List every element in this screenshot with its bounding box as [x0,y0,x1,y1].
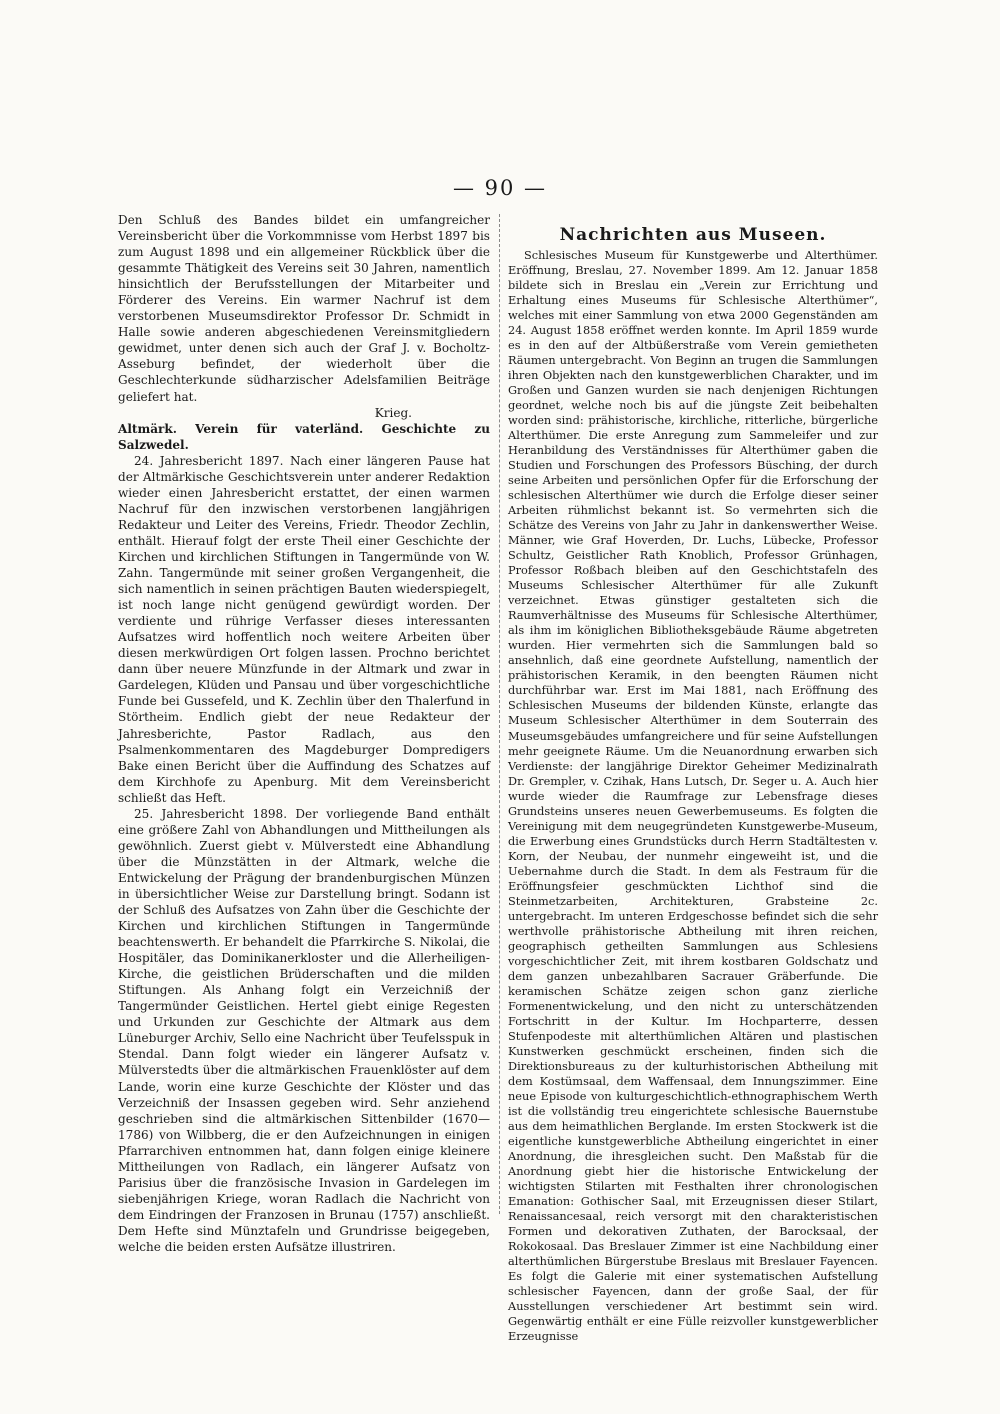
paragraph-jahresbericht-1897: 24. Jahresbericht 1897. Nach einer längeren Pause hat der Altmärkische Geschichtsverein unter anderer Redaktion wieder einen Jahresbericht erstattet, der einen warmen Nachruf für den inzwischen verstorbenen langjährigen Redakteur und Leiter des Vereins, Friedr. Theodor Zechlin, enthält. Hierauf folgt der erste Theil einer Geschichte der Kirchen und kirchlichen Stiftungen in Tangermünde von W. Zahn. Tangermünde mit seiner großen Vergangenheit, die sich namentlich in seinen prächtigen Bauten wiederspiegelt, ist noch lange nicht genügend gewürdigt worden. Der verdiente und rührige Verfasser dieses interessanten Aufsatzes wird hoffentlich noch weitere Arbeiten über diesen merkwürdigen Ort folgen lassen. Prochno berichtet dann über neuere Münzfunde in der Altmark und zwar in Gardelegen, Klüden und Pansau und über vorgeschichtliche Funde bei Gussefeld, und K. Zechlin über den Thalerfund in Störtheim. Endlich giebt der neue Redakteur der Jahresberichte, Pastor Radlach, aus den Psalmenkommentaren des Magdeburger Dompredigers Bake einen Bericht über die Auffindung des Schatzes auf dem Kirchhofe zu Apenburg. Mit dem Vereinsbericht schließt das Heft. [118,453,490,805]
column-divider [499,214,500,1214]
page-number: — 90 — [452,176,548,200]
left-column [118,212,490,1255]
paragraph-schlesisches-museum: Schlesisches Museum für Kunstgewerbe und Alterthümer. Eröffnung, Breslau, 27. November 1899. Am 12. Januar 1858 bildete sich in Breslau ein „Verein zur Errichtung und Erhaltung eines Museums für Schlesische Alterthümer“, welches mit einer Sammlung von etwa 2000 Gegenständen am 24. August 1858 eröffnet werden konnte. Im April 1859 wurde es in den auf der Altbüßerstraße vom Verein gemietheten Räumen untergebracht. Von Beginn an trugen die Sammlungen ihren Objekten nach den kunstgewerblichen Charakter, und im Großen und Ganzen wurden sie nach denjenigen Richtungen geordnet, welche noch bis auf die jüngste Zeit beibehalten worden sind: prähistorische, kirchliche, ritterliche, bürgerliche Alterthümer. Die erste Anregung zum Sammeleifer und zur Heranbildung des Verständnisses für Alterthümer gaben die Studien und Forschungen des Professors Büsching, der durch seine Arbeiten und persönlichen Opfer für die Erforschung der schlesischen Alterthümer wie durch die Erfolge dieser seiner Arbeiten rühmlichst bekannt ist. So vermehrten sich die Schätze des Vereins von Jahr zu Jahr in dankenswerther Weise. Männer, wie Graf Hoverden, Dr. Luchs, Lübecke, Professor Schultz, Geistlicher Rath Knoblich, Professor Grünhagen, Professor Roßbach bleiben auf den Geschichtstafeln des Museums Schlesischer Alterthümer für alle Zukunft verzeichnet. Etwas günstiger gestalteten sich die Raumverhältnisse des Museums für Schlesische Alterthümer, als ihm im königlichen Bibliotheksgebäude Räume abgetreten wurden. Hier vermehrten sich die Sammlungen bald so ansehnlich, daß eine geordnete Aufstellung, namentlich der prähistorischen Keramik, in den beengten Räumen nicht durchführbar war. Erst im Mai 1881, nach Eröffnung des Schlesischen Museums der bildenden Künste, erlangte das Museum Schlesischer Alterthümer in dem Souterrain des Museumsgebäudes umfangreichere und für seine Aufstellungen mehr geeignete Räume. Um die Neuanordnung erwarben sich Verdienste: der langjährige Direktor Geheimer Medizinalrath Dr. Grempler, v. Czihak, Hans Lutsch, Dr. Seger u. A. Auch hier wurde wieder die Raumfrage zur Lebensfrage dieses Grundsteins unseres neuen Gewerbemuseums. Es folgten die Vereinigung mit dem neugegründeten Kunstgewerbe-Museum, die Erwerbung eines Grundstücks durch Herrn Stadtältesten v. Korn, der Neubau, der nunmehr eingeweiht ist, und die Uebernahme durch die Stadt. In dem als Festraum für die Eröffnungsfeier geschmückten Lichthof sind die Steinmetzarbeiten, Architekturen, Grabsteine 2c. untergebracht. Im unteren Erdgeschosse befindet sich die sehr werthvolle prähistorische Abtheilung mit ihren reichen, geographisch getheilten Sammlungen aus Schlesiens vorgeschichtlicher Zeit, mit ihrem kostbaren Goldschatz und dem ganzen unbezahlbaren Sacrauer Gräberfunde. Die keramischen Schätze zeigen schon ganz zierliche Formenentwickelung, und den nicht zu unterschätzenden Fortschritt in der Kultur. Im Hochparterre, dessen Stufenpodeste mit alterthümlichen Altären und plastischen Kunstwerken geschmückt erscheinen, finden sich die Direktionsbureaus zu der kulturhistorischen Abtheilung mit dem Kostümsaal, dem Waffensaal, dem Innungszimmer. Eine neue Episode von kulturgeschichtlich-ethnographischem Werth ist die vollständig treu eingerichtete schlesische Bauernstube aus dem heimathlichen Berglande. Im ersten Stockwerk ist die eigentliche kunstgewerbliche Abtheilung eingerichtet in einer Anordnung, die ihresgleichen sucht. Den Maßstab für die Anordnung giebt hier die historische Entwickelung der wichtigsten Stilarten mit Festhalten ihrer chronologischen Emanation: Gothischer Saal, mit Erzeugnissen dieser Stilart, Renaissancesaal, reich versorgt mit den charakteristischen Formen und dekorativen Zuthaten, der Barocksaal, der Rokokosaal. Das Breslauer Zimmer ist eine Nachbildung einer alterthümlichen Bürgerstube Breslaus mit Breslauer Fayencen. Es folgt die Galerie mit einer systematischen Aufstellung schlesischer Fayencen, dann der große Saal, der für Ausstellungen verschiedener Art bestimmt sein wird. Gegenwärtig enthält er eine Fülle reizvoller kunstgewerblicher Erzeugnisse [508,248,878,1344]
right-column [508,224,878,1344]
paragraph-vereinsbericht: Den Schluß des Bandes bildet ein umfangreicher Vereinsbericht über die Vorkommnisse vom Herbst 1897 bis zum August 1898 und ein allgemeiner Rückblick über die gesammte Thätigkeit des Vereins seit 30 Jahren, namentlich hinsichtlich der Berufsstellungen der Mitarbeiter und Förderer des Vereins. Ein warmer Nachruf ist dem verstorbenen Museumsdirektor Professor Dr. Schmidt in Halle sowie anderen abgeschiedenen Vereinsmitgliedern gewidmet, unter denen sich auch der Graf J. v. Bocholtz-Asseburg befindet, der wiederholt über die Geschlechterkunde südharzischer Adelsfamilien Beiträge geliefert hat. [118,213,490,404]
museum-news-heading: Nachrichten aus Museen. [559,225,827,245]
paragraph-jahresbericht-1898: 25. Jahresbericht 1898. Der vorliegende Band enthält eine größere Zahl von Abhandlungen und Mittheilungen als gewöhnlich. Zuerst giebt v. Mülverstedt eine Abhandlung über die Münzstätten in der Altmark, welche die Entwickelung der Prägung der brandenburgischen Münzen in übersichtlicher Weise zur Darstellung bringt. Sodann ist der Schluß des Aufsatzes von Zahn über die Geschichte der Kirchen und kirchlichen Stiftungen in Tangermünde beachtenswerth. Er behandelt die Pfarrkirche S. Nikolai, die Hospitäler, das Dominikanerkloster und die Allerheiligen-Kirche, die geistlichen Brüderschaften und die milden Stiftungen. Als Anhang folgt ein Verzeichniß der Tangermünder Geistlichen. Hertel giebt einige Regesten und Urkunden zur Geschichte der Altmark aus dem Lüneburger Archiv, Sello eine Nachricht über Teufelsspuk in Stendal. Dann folgt wieder ein längerer Aufsatz v. Mülverstedts über die altmärkischen Frauenklöster auf dem Lande, worin eine kurze Geschichte der Klöster und das Verzeichniß der Insassen gegeben wird. Sehr anziehend geschrieben sind die altmärkischen Sittenbilder (1670—1786) von Wilbberg, die er den Aufzeichnungen in einigen Pfarrarchiven entnommen hat, dann folgen einige kleinere Mittheilungen von Radlach, ein längerer Aufsatz von Parisius über die französische Invasion in Gardelegen im siebenjährigen Kriege, woran Radlach die Nachricht von dem Eindringen der Franzosen in Brunau (1757) anschließt. Dem Hefte sind Münztafeln und Grundrisse beigegeben, welche die beiden ersten Aufsätze illustriren. [118,806,490,1254]
author-signature: Krieg. [374,405,412,420]
section-title: Altmärk. Verein für vaterländ. Geschichte zu Salzwedel. [118,421,490,452]
